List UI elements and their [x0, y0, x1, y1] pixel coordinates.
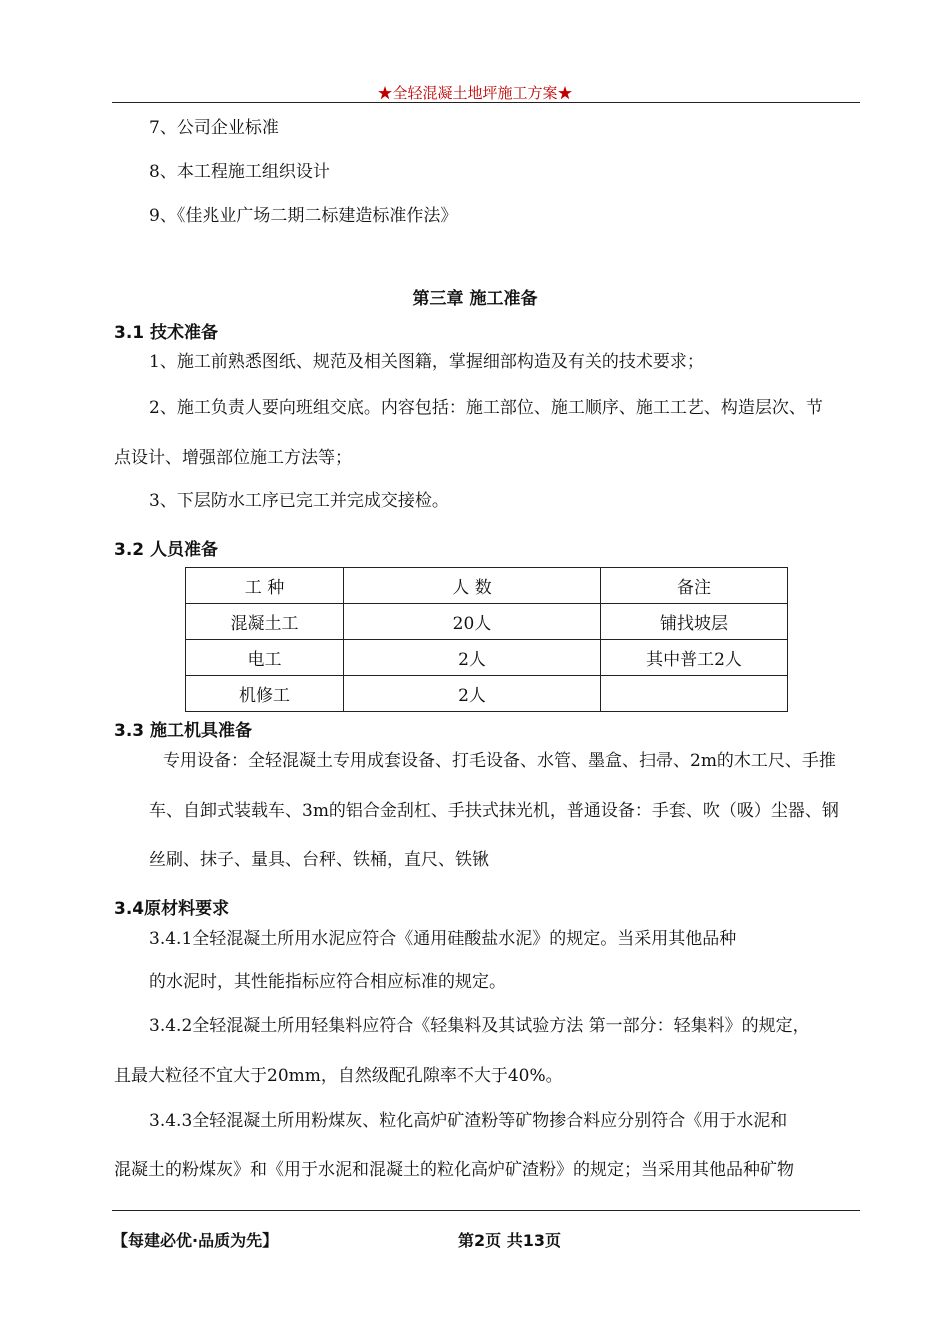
- table-cell: 混凝土工: [186, 604, 344, 640]
- paragraph: 3.4.3全轻混凝土所用粉煤灰、粒化高炉矿渣粉等矿物掺合料应分别符合《用于水泥和: [149, 1111, 788, 1131]
- table-cell: 机修工: [186, 676, 344, 712]
- table-header-cell: 工 种: [186, 568, 344, 604]
- table-cell: [601, 676, 788, 712]
- table-cell: 2人: [344, 676, 601, 712]
- table-header-row: [186, 568, 788, 604]
- section-heading-3-3: 3.3 施工机具准备: [114, 721, 253, 741]
- table-cell: 2人: [344, 640, 601, 676]
- chapter-title: 第三章 施工准备: [412, 289, 538, 309]
- table-cell: 电工: [186, 640, 344, 676]
- table-cell: 20人: [344, 604, 601, 640]
- paragraph: 车、自卸式装载车、3m的铝合金刮杠、手扶式抹光机，普通设备：手套、吹（吸）尘器、钢: [149, 801, 839, 821]
- paragraph: 混凝土的粉煤灰》和《用于水泥和混凝土的粒化高炉矿渣粉》的规定；当采用其他品种矿物: [114, 1160, 794, 1180]
- table-row: [186, 640, 788, 676]
- table-header-cell: 人 数: [344, 568, 601, 604]
- table-row: [186, 604, 788, 640]
- page-number: 第2页 共13页: [458, 1231, 561, 1250]
- paragraph: 3、下层防水工序已完工并完成交接检。: [149, 491, 449, 511]
- paragraph: 2、施工负责人要向班组交底。内容包括：施工部位、施工顺序、施工工艺、构造层次、节: [149, 398, 823, 418]
- header-rule: [112, 102, 860, 103]
- table-header-cell: 备注: [601, 568, 788, 604]
- footer-rule: [112, 1210, 860, 1211]
- list-item: 9、《佳兆业广场二期二标建造标准作法》: [149, 206, 458, 226]
- table-row: [186, 676, 788, 712]
- section-heading-3-4: 3.4原材料要求: [114, 899, 230, 919]
- list-item: 7、公司企业标准: [149, 118, 279, 138]
- paragraph: 点设计、增强部位施工方法等；: [114, 448, 352, 468]
- paragraph: 丝刷、抹子、量具、台秤、铁桶，直尺、铁锹: [149, 850, 489, 870]
- paragraph: 专用设备：全轻混凝土专用成套设备、打毛设备、水管、墨盒、扫帚、2m的木工尺、手推: [163, 751, 836, 771]
- paragraph: 3.4.1全轻混凝土所用水泥应符合《通用硅酸盐水泥》的规定。当采用其他品种: [149, 929, 737, 949]
- header-title: ★全轻混凝土地坪施工方案★: [377, 84, 573, 102]
- section-heading-3-1: 3.1 技术准备: [114, 323, 219, 343]
- section-heading-3-2: 3.2 人员准备: [114, 540, 219, 560]
- table-cell: 其中普工2人: [601, 640, 788, 676]
- table-cell: 铺找坡层: [601, 604, 788, 640]
- paragraph: 且最大粒径不宜大于20mm，自然级配孔隙率不大于40%。: [114, 1066, 563, 1086]
- staffing-table: [185, 567, 788, 712]
- paragraph: 3.4.2全轻混凝土所用轻集料应符合《轻集料及其试验方法 第一部分：轻集料》的规定，: [149, 1016, 810, 1036]
- paragraph: 1、施工前熟悉图纸、规范及相关图籍，掌握细部构造及有关的技术要求；: [149, 352, 704, 372]
- paragraph: 的水泥时，其性能指标应符合相应标准的规定。: [149, 972, 506, 992]
- list-item: 8、本工程施工组织设计: [149, 162, 330, 182]
- footer-slogan: 【每建必优·品质为先】: [112, 1231, 279, 1250]
